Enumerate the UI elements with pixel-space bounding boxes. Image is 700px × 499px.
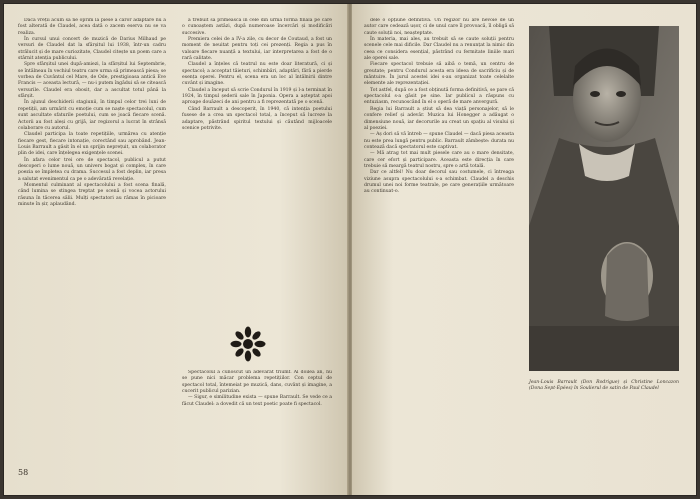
paragraph: În afara celor trei ore de spectacol, publicul a putut descoperi o lume nouă, un univers bogat și complex, în care poezia se împletea cu drama. Succesul a fost deplin, iar presa a salutat evenimentul ca pe o adevărată revelație. (18, 157, 166, 182)
left-page-column-1 (18, 18, 166, 458)
paragraph: Claudel a început să scrie Condurul în 1919 și l-a terminat în 1924, în timpul șederii sale în Japonia. Opera a așteptat apoi aproape douăzeci de ani pentru a fi reprezentată pe o scenă. (182, 87, 332, 106)
left-page-column-2-bottom (182, 370, 332, 480)
page-number: 58 (18, 468, 29, 477)
left-page-column-2-top (182, 18, 332, 322)
paragraph: Momentul culminant al spectacolului a fost scena finală, când lumina se stingea treptat pe scenă și vocea actorului răsuna în tăcerea sălii. Mulți spectatori au rămas în picioare minute în șir, aplaudând. (18, 182, 166, 207)
paragraph: — Sigur, e similitudine exista — spune Barrault. Se vede ce a făcut Claudel: a dovedit că un text poetic poate fi spectacol. (182, 395, 332, 407)
paragraph: Dacă vreții acum să ne oprim la piese a căror adaptare nu a fost alterată de Claudel, acea dată o zacem eserva nu se va realiza. (18, 18, 166, 36)
paragraph: Dar ce altfel! Nu doar decorul sau costumele, ci întreaga viziune asupra spectacolului s-a schimbat. Claudel a deschis drumul unei noi forme teatrale, pe care generațiile următoare au continuat-o. (364, 170, 514, 195)
paragraph: Premiera celei de a IV-a zile, cu decor de Coutaud, a fost un moment de neuitat pentru toți cei prezenți. Regia a pus în valoare fiecare nuanță a textului, iar interpretarea a fost de o rară calitate. (182, 37, 332, 62)
paragraph: — Aș dori să vă întreb — spune Claudel — dacă piesa aceasta nu este prea lungă pentru public. Barrault zâmbește: durata nu contează dacă spectatorul este captivat. (364, 132, 514, 150)
paragraph: Claudel a înțeles că teatrul nu este doar literatură, ci și spectacol; a acceptat tăieturi, schimbări, adaptări, fără a pierde esența operei. Pentru el, scena era un loc al întâlnirii dintre cuvânt și imagine. (182, 62, 332, 87)
right-page-column-1 (364, 18, 514, 480)
actor-photograph (529, 26, 679, 371)
paragraph: Spectacolul a cunoscut un adevărat triumf. Al doilea an, nu se pune nici măcar problema repetițiilor. Con ceptul de spectacol total, întemeiat pe muzică, dans, cuvânt și imagine, a cucerit publicul parizian. (182, 370, 332, 395)
paragraph: Fiecare spectacol trebuie să aibă o temă, un centru de greutate; pentru Condurul acesta era ideea de sacrificiu și de mântuire. În jurul acestei idei s-au organizat toate celelalte elemente ale reprezentației. (364, 62, 514, 87)
photo-caption: Jean-Louis Barrault (Don Rodrigue) și Christine Loncazon (Dona Sept-Épées) în Soulierul de satin de Paul Claudel (529, 380, 679, 392)
paragraph: dele o opțiune definitivă. Un regizor nu are nevoie de un autor care cedează ușor, ci de unul care îl provoacă, îl obligă să caute soluții noi, neașteptate. (364, 18, 514, 36)
paragraph: Claudel participa la toate repetițiile, urmărea cu atenție fiecare gest, fiecare intonație, corectând sau aprobând. Jean-Louis Barrault a găsit în el un sprijin neprețuit, un colaborator plin de idei, care înțelegea exigențele scenei. (18, 132, 166, 157)
right-page (352, 4, 696, 495)
paragraph: Când Barrault a descoperit, în 1940, că intenția poetului fusese de a crea un spectacol total, a început să lucreze la adaptare, păstrând spiritul textului și căutând mijloacele scenice potrivite. (182, 106, 332, 131)
section-divider-asterisk-icon (228, 324, 268, 364)
paragraph: Tot astfel, după ce a fost obținută forma definitivă, se pare că spectacolul s-a găsit pe sine. Iar publicul a răspuns cu entuziasm, recunoscând în el o operă de mare anvergură. (364, 87, 514, 106)
paragraph: În materia, mai ales, au trebuit să se caute soluții pentru scenele cele mai dificile. Dar Claudel nu a renunțat la nimic din ceea ce considera esențial, păstrând cu fermitate liniile mari ale operei sale. (364, 37, 514, 62)
left-page (4, 4, 348, 495)
paragraph: În cursul unui concert de muzică de Darius Milhaud pe versuri de Claudel dat la sfârșitul lui 1938, într-un cadru strălucit și de mare curiozitate, Claudel citește un poem care a stârnit atenția publicului. (18, 37, 166, 62)
paragraph: Spre sfârșitul unei după-amiezi, la sfârșitul lui Septembrie, se întâlneau în vechiul teatru care urma să primească piesa; se vorbea de Cuvântul cel Mare, de Ode, prestigioasa antică Eve Francis — aceasta lectură, — nu-i putem îngădui să se citească versurile. Claudel era obosit, dar a ascultat totul până la sfârșit. (18, 62, 166, 100)
paragraph: a trebuit să primească în cele din urmă forma finală pe care o cunoaștem astăzi, după numeroase încercări și modificări succesive. (182, 18, 332, 36)
paragraph: În ajunul deschiderii stagiunii, în timpul celor trei luni de repetiții, am urmărit cu emoție cum se naște spectacolul, cum sunt ascultate sfaturile poetului, cum se joacă fiecare scenă. Actorii au fost aleși cu grijă, iar regizorul a lucrat în strânsă colaborare cu autorul. (18, 100, 166, 131)
paragraph: — Mă atrag tot mai mult piesele care au o mare densitate, care cer efort și participare. Aceasta este direcția în care trebuie să meargă teatrul nostru, spre o artă totală. (364, 151, 514, 169)
book-spread (4, 4, 696, 495)
paragraph: Regia lui Barrault a știut să dea viață personajelor, să le confere relief și adevăr. Muzica lui Honegger a adăugat o dimensiune nouă, iar decorurile au creat un spațiu al visului și al poeziei. (364, 106, 514, 131)
